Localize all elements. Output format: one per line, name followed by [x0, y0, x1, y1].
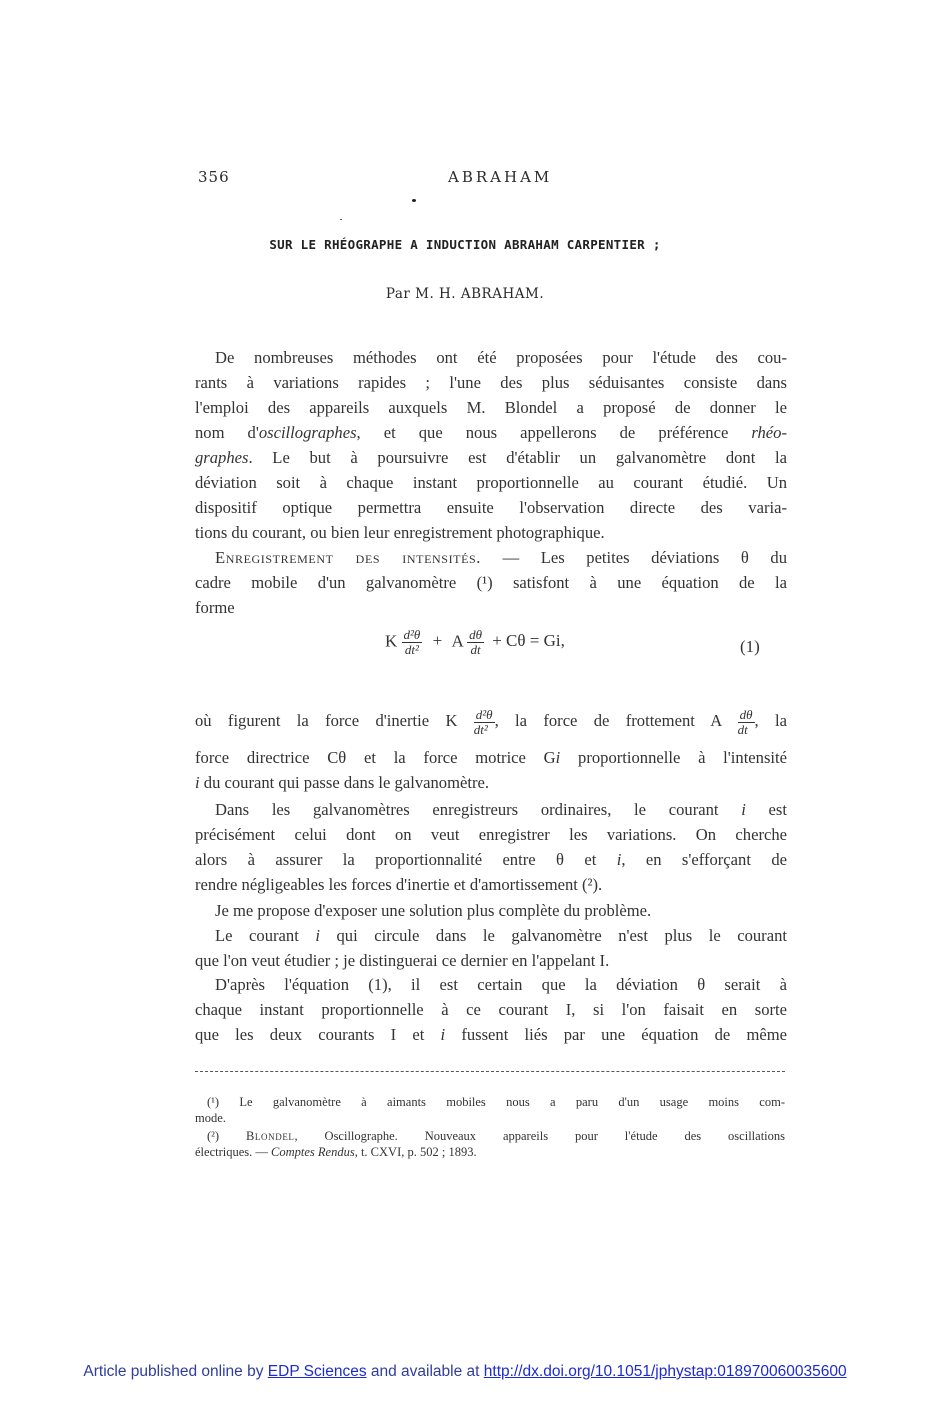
text-line: dispositif optique permettra ensuite l'observation directe des varia-	[195, 498, 787, 517]
paragraph-ordinary-galvanometers	[195, 797, 787, 897]
edp-sciences-link[interactable]: EDP Sciences	[267, 1363, 367, 1380]
section-heading: Enregistrement des intensités.	[215, 548, 482, 567]
article-title: SUR LE RHÉOGRAPHE A INDUCTION ABRAHAM CARPENTIER ;	[269, 237, 661, 252]
publisher-footer	[0, 1363, 930, 1381]
running-title: ABRAHAM	[448, 168, 553, 186]
fraction: $\frac{d\theta}{dt}$	[737, 706, 753, 737]
text-line: force directrice Cθ et la force motrice Gi proportionnelle à l'intensité	[195, 748, 787, 767]
text-line: cadre mobile d'un galvanomètre (¹) satisfont à une équation de la	[195, 573, 787, 592]
footnote-line: (¹) Le galvanomètre à aimants mobiles nous a paru d'un usage moins com-	[207, 1095, 785, 1109]
footnote-line: (²) Blondel, Oscillographe. Nouveaux appareils pour l'étude des oscillations	[207, 1129, 785, 1143]
equation-number: (1)	[740, 637, 760, 656]
text-line: Enregistrement des intensités. — Les petites déviations θ du	[215, 548, 787, 567]
text-line: déviation soit à chaque instant proportionnelle au courant étudié. Un	[195, 473, 787, 492]
text-line: l'emploi des appareils auxquels M. Blondel a proposé de donner le	[195, 398, 787, 417]
text-line: alors à assurer la proportionnalité entre θ et i, en s'efforçant de	[195, 850, 787, 869]
text-line: rants à variations rapides ; l'une des plus séduisantes consiste dans	[195, 373, 787, 392]
text-line: que l'on veut étudier ; je distinguerai ce dernier en l'appelant I.	[195, 951, 610, 970]
equation-1	[0, 623, 930, 671]
text-line: rendre négligeables les forces d'inertie et d'amortissement (²).	[195, 875, 603, 894]
footnote-1	[195, 1094, 785, 1126]
paragraph-forces	[195, 703, 787, 795]
eq-symbol: +	[432, 631, 443, 651]
author-byline: Par M. H. ABRAHAM.	[385, 286, 545, 302]
text-line: que les deux courants I et i fussent liés par une équation de même	[195, 1025, 787, 1044]
paragraph-current-i	[195, 923, 787, 973]
footnote-line: mode.	[195, 1111, 226, 1125]
text-line: De nombreuses méthodes ont été proposées pour l'étude des cou-	[215, 348, 787, 367]
text-line: précisément celui dont on veut enregistrer les variations. On cherche	[195, 825, 787, 844]
text-line: D'après l'équation (1), il est certain que la déviation θ serait à	[215, 975, 787, 994]
paragraph-intro	[195, 345, 787, 545]
text-line: tions du courant, ou bien leur enregistrement photographique.	[195, 523, 605, 542]
eq-rest: + Cθ = Gi,	[492, 631, 565, 651]
footer-text: and available at	[366, 1363, 484, 1380]
paragraph-equation-ref	[195, 972, 787, 1047]
text-line: Je me propose d'exposer une solution plus complète du problème.	[215, 901, 652, 920]
text-line: nom d'oscillographes, et que nous appellerons de préférence rhéo-	[195, 423, 787, 442]
footnote-rule	[195, 1071, 785, 1072]
italic-term: oscillographes	[258, 423, 357, 442]
footer-text: Article published online by	[83, 1363, 268, 1380]
fraction: $\frac{d\theta}{dt}$	[469, 627, 482, 657]
footnote-2	[195, 1128, 785, 1160]
text-line: graphes. Le but à poursuivre est d'établir un galvanomètre dont la	[195, 448, 787, 467]
text-line: forme	[195, 598, 235, 617]
italic-term: graphes	[195, 448, 249, 467]
text-line: Dans les galvanomètres enregistreurs ordinaires, le courant i est	[215, 800, 787, 819]
text-line: chaque instant proportionnelle à ce courant I, si l'on faisait en sorte	[195, 1000, 787, 1019]
eq-symbol: K	[385, 631, 398, 651]
text-line: Le courant i qui circule dans le galvanomètre n'est plus le courant	[215, 926, 787, 945]
eq-symbol: A	[451, 631, 463, 651]
text-line: i du courant qui passe dans le galvanomètre.	[195, 773, 490, 792]
footnote-line: électriques. — Comptes Rendus, t. CXVI, p. 502 ; 1893.	[195, 1145, 477, 1159]
doi-link[interactable]: http://dx.doi.org/10.1051/jphystap:018970060035600	[483, 1363, 847, 1380]
fraction: $\frac{\text{d²θ}}{\text{dt²}}$	[473, 706, 493, 737]
page-number: 356	[198, 168, 230, 186]
fraction: $\frac{\text{d²θ}}{\text{dt²}}$	[403, 627, 421, 657]
paragraph-proposal	[195, 898, 787, 923]
scan-speck	[340, 219, 342, 220]
scan-speck	[412, 199, 416, 202]
paragraph-section-start	[195, 545, 787, 620]
equation-body	[385, 628, 565, 657]
text-line: où figurent la force d'inertie K $\frac{\text{d²θ}}{\text{dt²}}$ , la force de frottement A $\frac{d\theta}{dt}$ , la	[195, 706, 787, 737]
italic-term: rhéo-	[751, 423, 787, 442]
